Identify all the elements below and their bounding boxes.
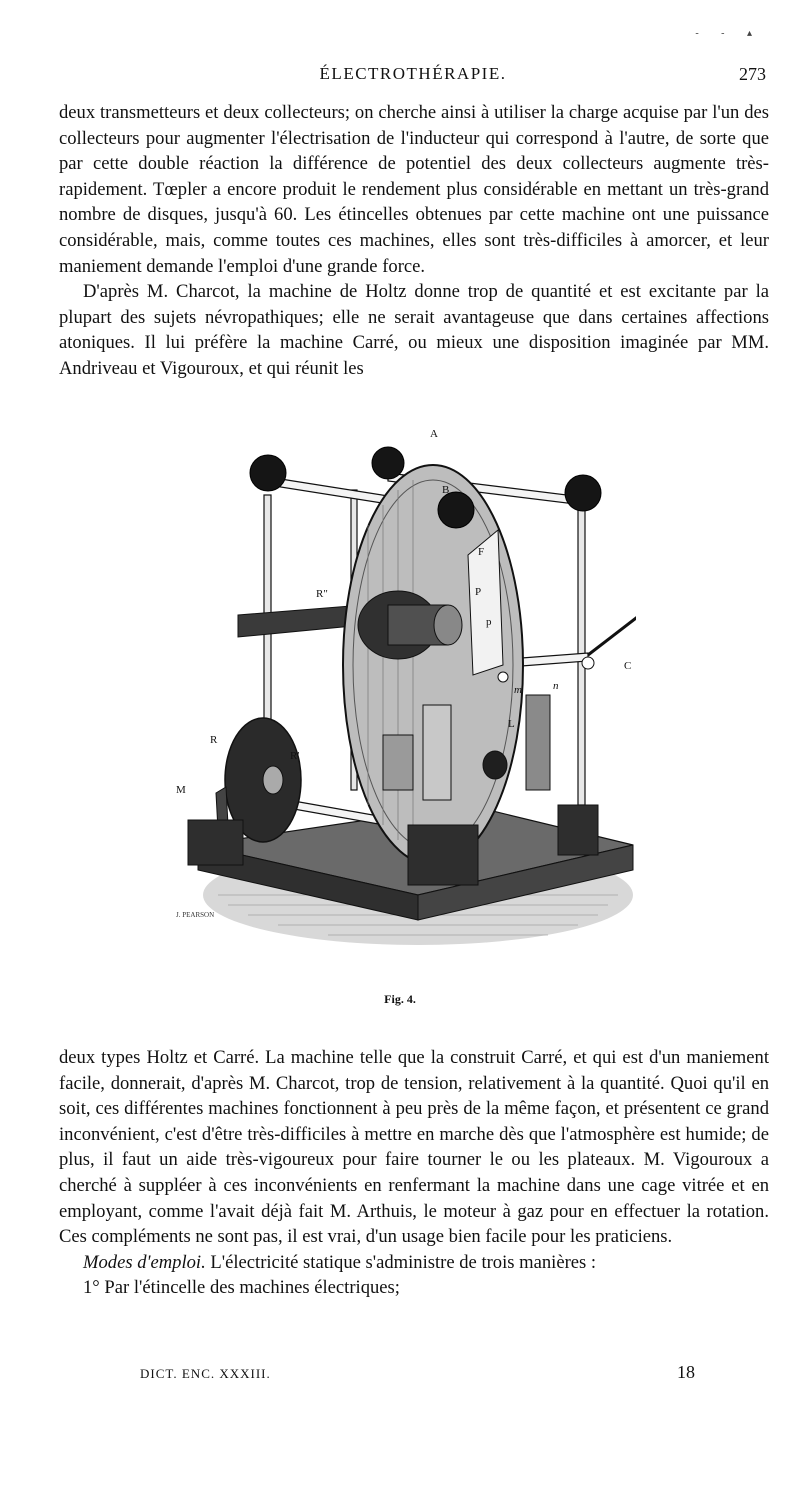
paragraph: deux types Holtz et Carré. La machine telle que la construit Carré, et qui est d'un maniement facile, donnerait, d'après M. Charcot, trop de tension, relativement à la quantité. Quoi qu'il en soit, ces différentes machines fonctionnent à peu près de la même façon, et présentent ce grand inconvénient, c'est d'être très-difficiles à mettre en marche dès que l'atmosphère est humide; de plus, il faut un aide très-vigoureux pour faire tourner le ou les plateaux. M. Vigouroux a cherché à suppléer à ces inconvénients en renfermant la machine dans une cage vitrée et en employant, comme l'avait déjà fait M. Arthuis, le moteur à gaz pour en effectuer la rotation. Ces compléments ne sont pas, il est vrai, d'un usage bien facile pour les praticiens.	[59, 1047, 769, 1248]
conductor-ball	[498, 672, 508, 682]
label-b: B	[442, 484, 450, 496]
label-n: n	[553, 680, 559, 692]
engraver-signature: J. PEARSON	[176, 911, 215, 919]
signature-mark: DICT. ENC. XXXIII.	[140, 1366, 271, 1381]
label-f: F	[478, 546, 485, 558]
label-p-lower: p	[486, 616, 492, 628]
text-block-top	[59, 100, 769, 382]
lower-roller	[483, 751, 507, 779]
paper-inductor	[468, 530, 503, 675]
paragraph: deux transmetteurs et deux collecteurs; on cherche ainsi à utiliser la charge acquise par l'un des collecteurs pour augmenter l'électrisation de l'inducteur qui correspond à l'autre, de sorte que par cette double réaction la différence de potentiel des deux collecteurs augmente très-rapidement. Tœpler a encore produit le rendement plus considérable en mettant un très-grand nombre de disques, jusqu'à 60. Les étincelles obtenues par cette machine ont une puissance considérable, mais, comme toutes ces machines, elles sont très-difficiles à amorcer, et leur maniement demande l'emploi d'une grande force.	[59, 102, 769, 277]
label-a: A	[430, 428, 438, 440]
running-title: ÉLECTROTHÉRAPIE.	[319, 64, 507, 83]
section-text: L'électricité statique s'administre de trois manières :	[205, 1251, 597, 1273]
figure-caption: Fig. 4.	[384, 992, 416, 1006]
label-r: R	[210, 734, 218, 746]
text-block-bottom	[59, 1045, 769, 1301]
hub-end	[434, 605, 462, 645]
page-footer	[140, 1362, 695, 1386]
page-header	[60, 64, 766, 90]
paragraph-modes	[59, 1250, 769, 1276]
discharger-rod	[588, 605, 636, 655]
list-item: 1° Par l'étincelle des machines électriques;	[83, 1277, 400, 1299]
engraving-illustration	[168, 425, 636, 985]
discharger-ball	[582, 657, 594, 669]
figure-electrostatic-machine	[168, 425, 636, 985]
label-l: L	[508, 718, 515, 730]
label-c: C	[624, 660, 632, 672]
label-r-double: R"	[316, 588, 328, 600]
sheet-number: 18	[677, 1362, 695, 1382]
scan-marks: - - ▴	[695, 28, 762, 39]
paragraph: D'après M. Charcot, la machine de Holtz donne trop de quantité et est excitante par la plupart des sujets névropathiques; elle ne serait avantageuse que dans certaines affections atoniques. Il lui préfère la machine Carré, ou mieux une disposition imaginée par MM. Andriveau et Vigouroux, et qui réunit les	[59, 281, 769, 379]
section-lead: Modes d'emploi.	[83, 1251, 206, 1273]
label-m: M	[176, 784, 186, 796]
page-number: 273	[739, 64, 766, 84]
label-r-prime: R'	[290, 750, 300, 762]
label-m-lower: m	[514, 684, 522, 696]
crank-wheel-hub	[263, 766, 283, 794]
label-p-upper: P	[475, 586, 482, 598]
